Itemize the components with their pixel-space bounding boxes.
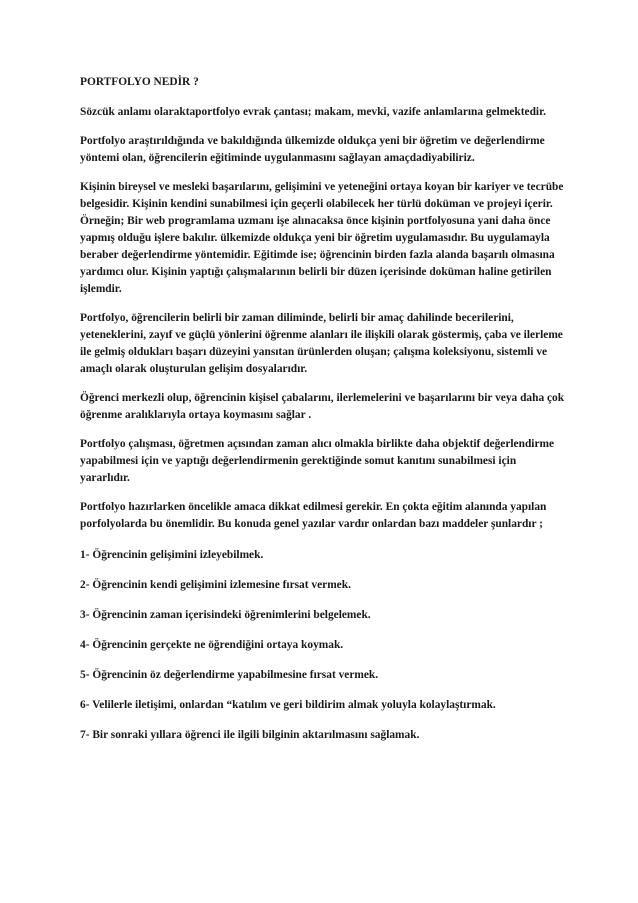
list-item: 5- Öğrencinin öz değerlendirme yapabilmesine fırsat vermek. <box>80 669 379 681</box>
paragraph-career: Kişinin bireysel ve mesleki başarılarını, gelişimini ve yeteneğini ortaya koyan bir kariyer ve tecrübe belgesidir. Kişinin kendini sunabilmesi için geçerli olabilecek her türlü doküman ve projeyi içerir. Örneğin; Bir web programlama uzmanı işe alınacaksa önce kişinin portfolyosuna yani daha önce yapmış olduğu işlere bakılır. ülkemizde oldukça yeni bir öğretim uygulamasıdır. Bu uygulamayla beraber değerlendirme yöntemidir. Eğitimde ise; öğrencinin birden fazla alanda başarılı olmasına yardımcı olur. Kişinin yaptığı çalışmalarının belirli bir düzen içerisinde doküman haline getirilen işlemdir. <box>80 181 564 295</box>
paragraph-definition: Sözcük anlamı olaraktaportfolyo evrak çantası; makam, mevki, vazife anlamlarına gelmektedir. <box>80 106 546 118</box>
list-item: 4- Öğrencinin gerçekte ne öğrendiğini ortaya koymak. <box>80 639 344 651</box>
paragraph-preparation: Portfolyo hazırlarken öncelikle amaca dikkat edilmesi gerekir. En çokta eğitim alanında yapılan porfolyolarda bu önemlidir. Bu konuda genel yazılar vardır onlardan bazı maddeler şunlardır ; <box>80 501 547 530</box>
list-item: 6- Velilerle iletişimi, onlardan “katılım ve geri bildirim almak yoluyla kolaylaştırmak. <box>80 699 496 711</box>
document-body <box>80 74 568 757</box>
list-item: 7- Bir sonraki yıllara öğrenci ile ilgili bilginin aktarılmasını sağlamak. <box>80 729 420 741</box>
document-title: PORTFOLYO NEDİR ? <box>80 76 199 88</box>
list-item: 1- Öğrencinin gelişimini izleyebilmek. <box>80 549 264 561</box>
list-item: 2- Öğrencinin kendi gelişimini izlemesine fırsat vermek. <box>80 579 351 591</box>
paragraph-student-centered: Öğrenci merkezli olup, öğrencinin kişisel çabalarını, ilerlemelerini ve başarılarını bir veya daha çok öğrenme aralıklarıyla ortaya koymasını sağlar . <box>80 392 565 421</box>
paragraph-teacher: Portfolyo çalışması, öğretmen açısından zaman alıcı olmakla birlikte daha objektif değerlendirme yapabilmesi için ve yaptığı değerlendirmenin gerektiğinde somut kanıtını sunabilmesi için yararlıdır. <box>80 438 555 484</box>
list-item: 3- Öğrencinin zaman içerisindeki öğrenimlerini belgelemek. <box>80 609 371 621</box>
paragraph-students: Portfolyo, öğrencilerin belirli bir zaman diliminde, belirli bir amaç dahilinde becerilerini, yeteneklerini, zayıf ve güçlü yönlerini öğrenme alanları ile ilişkili olarak göstermiş, çaba ve ilerleme ile gelmiş oldukları başarı düzeyini yansıtan ürünlerden oluşan; çalışma koleksiyonu, sistemli ve amaçlı olarak oluşturulan gelişim dosyalarıdır. <box>80 312 563 375</box>
paragraph-research: Portfolyo araştırıldığında ve bakıldığında ülkemizde oldukça yeni bir öğretim ve değerlendirme yöntemi olan, öğrencilerin eğitiminde uygulanmasını sağlayan amaçdadiyabiliriz. <box>80 135 545 164</box>
